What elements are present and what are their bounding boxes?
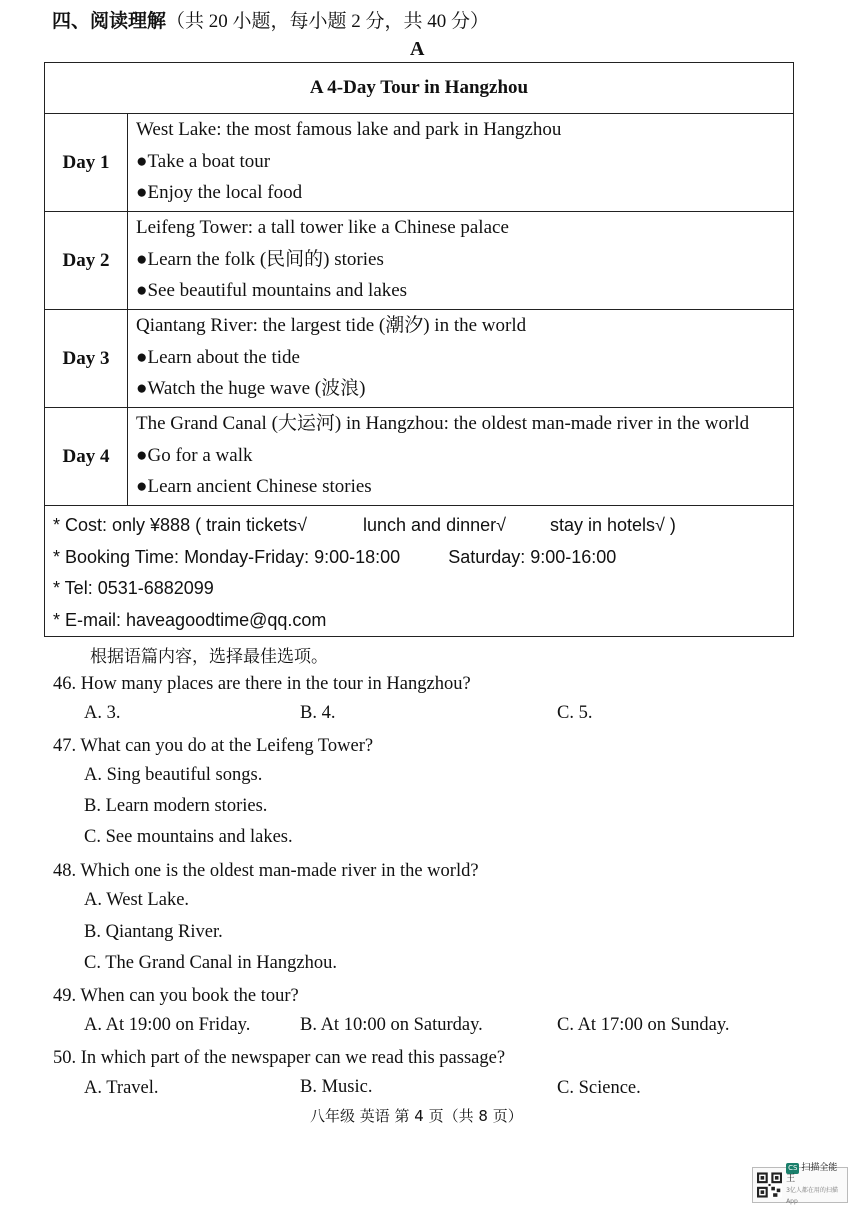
option: A. Travel.	[84, 1078, 159, 1098]
activity-line: ●Learn about the tide	[136, 346, 300, 368]
qr-code-icon	[757, 1171, 782, 1199]
activity-line: ●Go for a walk	[136, 444, 253, 466]
option: C. The Grand Canal in Hangzhou.	[84, 953, 337, 973]
question-49: 49. When can you book the tour?	[53, 986, 299, 1006]
day-activities	[128, 114, 794, 212]
activity-line: ●See beautiful mountains and lakes	[136, 280, 408, 301]
question-47: 47. What can you do at the Leifeng Tower?	[53, 736, 374, 756]
cs-logo-icon: CS	[788, 1164, 798, 1172]
activity-line: ●Watch the huge wave (波浪)	[136, 378, 366, 399]
scanner-badge-text	[786, 1163, 843, 1207]
section-heading-rest: （共 20 小题，每小题 2 分，共 40 分）	[166, 11, 490, 32]
scanner-badge-title: 扫描全能王	[786, 1163, 838, 1184]
day-row-2	[45, 212, 794, 310]
option: B. Music.	[300, 1077, 373, 1097]
section-heading-bold: 四、阅读理解	[52, 10, 167, 32]
activity-line: The Grand Canal (大运河) in Hangzhou: the oldest man-made river in the world	[136, 413, 750, 434]
scanner-badge-subtitle: 3亿人都在用的扫描App	[786, 1187, 838, 1205]
option: B. Qiantang River.	[84, 922, 223, 942]
scanner-badge	[752, 1163, 848, 1205]
option: B. 4.	[300, 703, 336, 723]
option: C. Science.	[557, 1078, 641, 1098]
day-row-1	[45, 114, 794, 212]
day-label: Day 3	[45, 310, 128, 408]
booking-line	[53, 542, 793, 574]
day-activities	[128, 408, 794, 506]
option: A. Sing beautiful songs.	[84, 765, 263, 785]
activity-line: ●Take a boat tour	[136, 150, 271, 172]
option: C. See mountains and lakes.	[84, 827, 293, 847]
activity-line: ●Learn ancient Chinese stories	[136, 476, 372, 497]
cost-hotels: stay in hotels√ )	[549, 515, 676, 535]
option: B. At 10:00 on Saturday.	[300, 1015, 483, 1035]
cost-meals: lunch and dinner√	[363, 515, 506, 535]
booking-saturday: Saturday: 9:00-16:00	[448, 546, 617, 567]
activity-line: ●Learn the folk (民间的) stories	[136, 248, 384, 270]
tour-info	[45, 506, 794, 637]
tour-table	[44, 62, 794, 637]
option: B. Learn modern stories.	[84, 796, 268, 816]
day-label: Day 1	[45, 114, 128, 212]
option: C. At 17:00 on Sunday.	[557, 1015, 730, 1035]
section-heading	[52, 6, 489, 33]
activity-line: Qiantang River: the largest tide (潮汐) in the world	[136, 315, 527, 336]
email-line: * E-mail: haveagoodtime@qq.com	[53, 609, 327, 630]
option: A. 3.	[84, 703, 121, 723]
option: C. 5.	[557, 703, 593, 723]
instruction: 根据语篇内容，选择最佳选项。	[90, 647, 328, 667]
option: A. At 19:00 on Friday.	[84, 1015, 251, 1035]
question-50: 50. In which part of the newspaper can we read this passage?	[53, 1048, 506, 1068]
booking-weekday: * Booking Time: Monday-Friday: 9:00-18:00	[53, 546, 401, 567]
day-row-3	[45, 310, 794, 408]
question-48: 48. Which one is the oldest man-made river in the world?	[53, 861, 479, 881]
day-row-4	[45, 408, 794, 506]
cost-line	[53, 510, 793, 542]
tour-title: A 4-Day Tour in Hangzhou	[45, 63, 794, 114]
day-label: Day 2	[45, 212, 128, 310]
page-footer: 八年级 英语 第 4 页（共 8 页）	[310, 1107, 523, 1125]
tel-line: * Tel: 0531-6882099	[53, 578, 214, 598]
cost-train: * Cost: only ¥888 ( train tickets√	[53, 515, 307, 535]
activity-line: West Lake: the most famous lake and park in Hangzhou	[136, 119, 562, 140]
option: A. West Lake.	[84, 890, 190, 910]
activity-line: Leifeng Tower: a tall tower like a Chinese palace	[136, 217, 509, 238]
passage-letter: A	[410, 38, 425, 60]
day-label: Day 4	[45, 408, 128, 506]
day-activities	[128, 212, 794, 310]
activity-line: ●Enjoy the local food	[136, 182, 303, 203]
day-activities	[128, 310, 794, 408]
question-46: 46. How many places are there in the tour in Hangzhou?	[53, 674, 471, 694]
